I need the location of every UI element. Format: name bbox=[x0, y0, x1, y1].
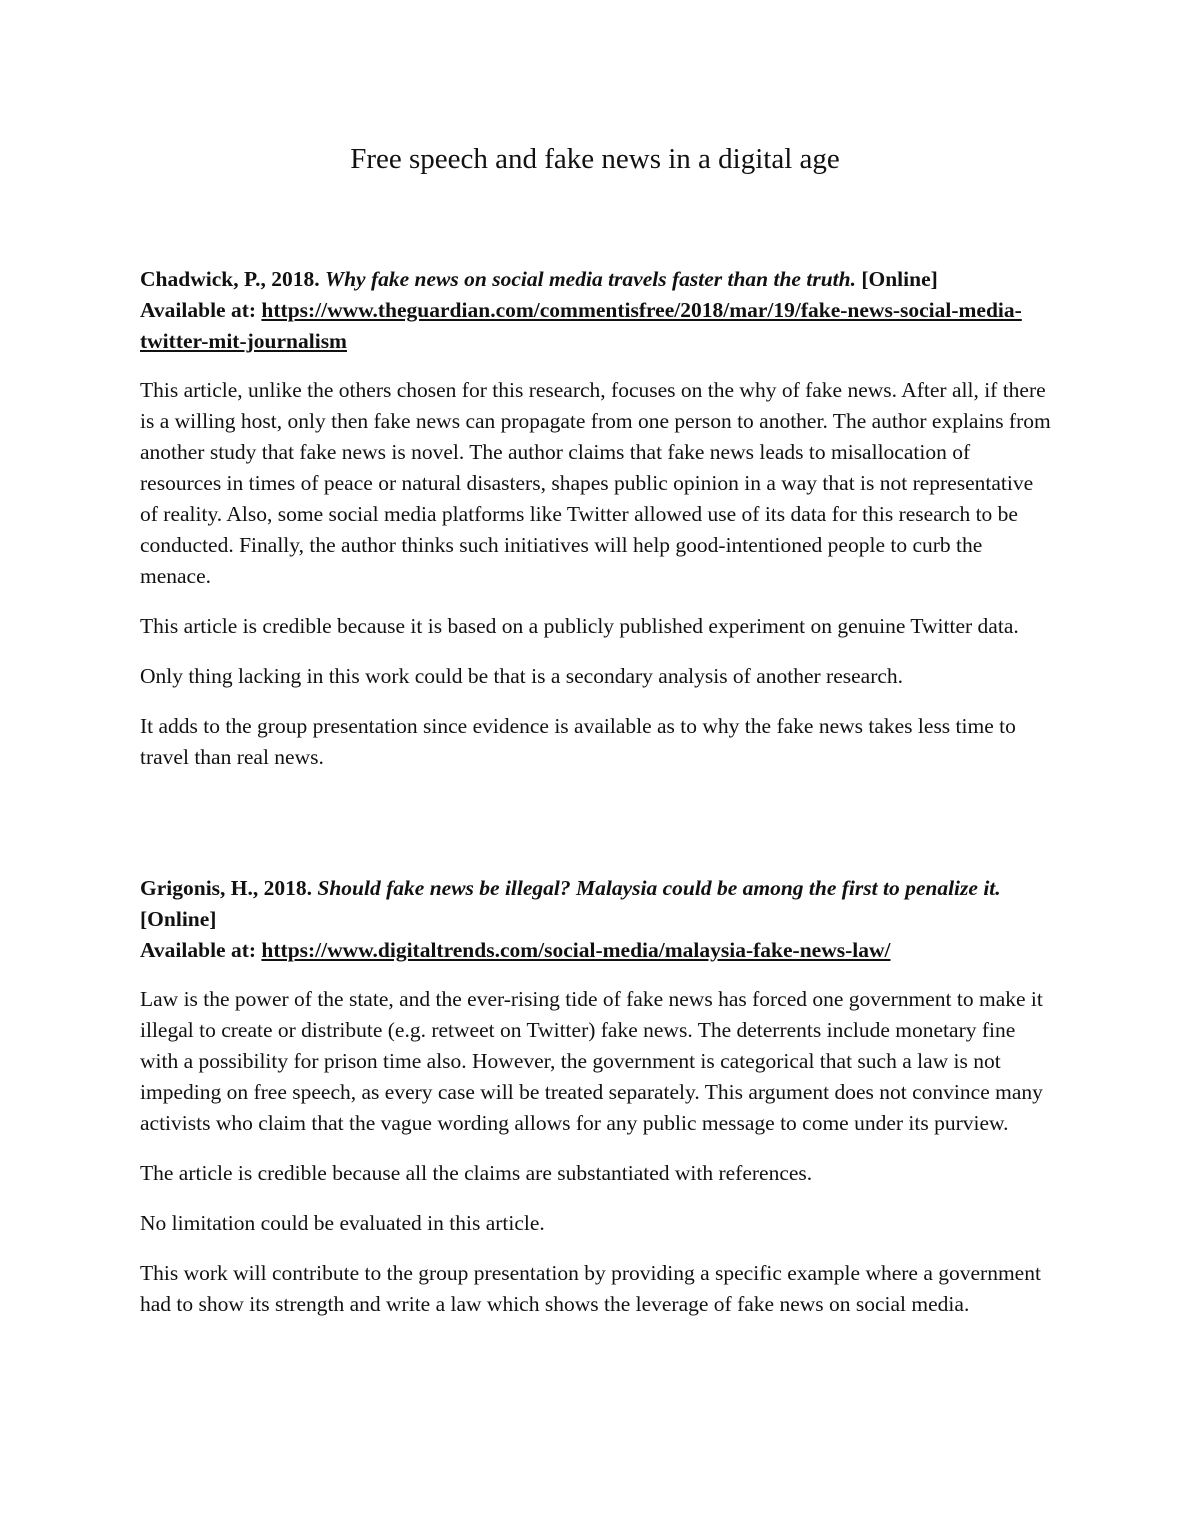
citation-online-tag: [Online] bbox=[861, 267, 938, 291]
citation-author-year: Chadwick, P., 2018. bbox=[140, 267, 320, 291]
summary-paragraph: This article, unlike the others chosen for this research, focuses on the why of fake news. After all, if there is a willing host, only then fake news can propagate from one person to another. The author explains from another study that fake news is novel. The author claims that fake news leads to misallocation of resources in times of peace or natural disasters, shapes public opinion in a way that is not representative of reality. Also, some social media platforms like Twitter allowed use of its data for this research to be conducted. Finally, the author thinks such initiatives will help good-intentioned people to curb the menace. bbox=[140, 378, 1051, 588]
citation-available-label: Available at: bbox=[140, 298, 257, 322]
reference-entry bbox=[140, 264, 1052, 792]
citation-url-link[interactable]: https://www.theguardian.com/commentisfree/2018/mar/19/fake-news-social-media-twitter-mit-journalism bbox=[140, 298, 1022, 353]
citation bbox=[140, 264, 1052, 357]
citation-url-link[interactable]: https://www.digitaltrends.com/social-media/malaysia-fake-news-law/ bbox=[261, 938, 891, 962]
credibility-paragraph: The article is credible because all the claims are substantiated with references. bbox=[140, 1161, 813, 1185]
contribution-paragraph: It adds to the group presentation since evidence is available as to why the fake news takes less time to travel than real news. bbox=[140, 714, 1016, 769]
contribution-paragraph: This work will contribute to the group presentation by providing a specific example where a government had to show its strength and write a law which shows the leverage of fake news on social media. bbox=[140, 1261, 1041, 1316]
citation-article-title: Should fake news be illegal? Malaysia could be among the first to penalize it. bbox=[317, 876, 1001, 900]
citation-author-year: Grigonis, H., 2018. bbox=[140, 876, 313, 900]
citation bbox=[140, 873, 1052, 966]
summary-paragraph: Law is the power of the state, and the ever-rising tide of fake news has forced one government to make it illegal to create or distribute (e.g. retweet on Twitter) fake news. The deterrents include monetary fine with a possibility for prison time also. However, the government is categorical that such a law is not impeding on free speech, as every case will be treated separately. This argument does not convince many activists who claim that the vague wording allows for any public message to come under its purview. bbox=[140, 987, 1043, 1135]
limitation-paragraph: Only thing lacking in this work could be that is a secondary analysis of another research. bbox=[140, 664, 904, 688]
citation-article-title: Why fake news on social media travels faster than the truth. bbox=[324, 267, 856, 291]
reference-entry bbox=[140, 873, 1052, 1339]
limitation-paragraph: No limitation could be evaluated in this article. bbox=[140, 1211, 545, 1235]
credibility-paragraph: This article is credible because it is based on a publicly published experiment on genuine Twitter data. bbox=[140, 614, 1019, 638]
document-title: Free speech and fake news in a digital age bbox=[350, 143, 840, 175]
citation-online-tag: [Online] bbox=[140, 907, 217, 931]
citation-available-label: Available at: bbox=[140, 938, 257, 962]
